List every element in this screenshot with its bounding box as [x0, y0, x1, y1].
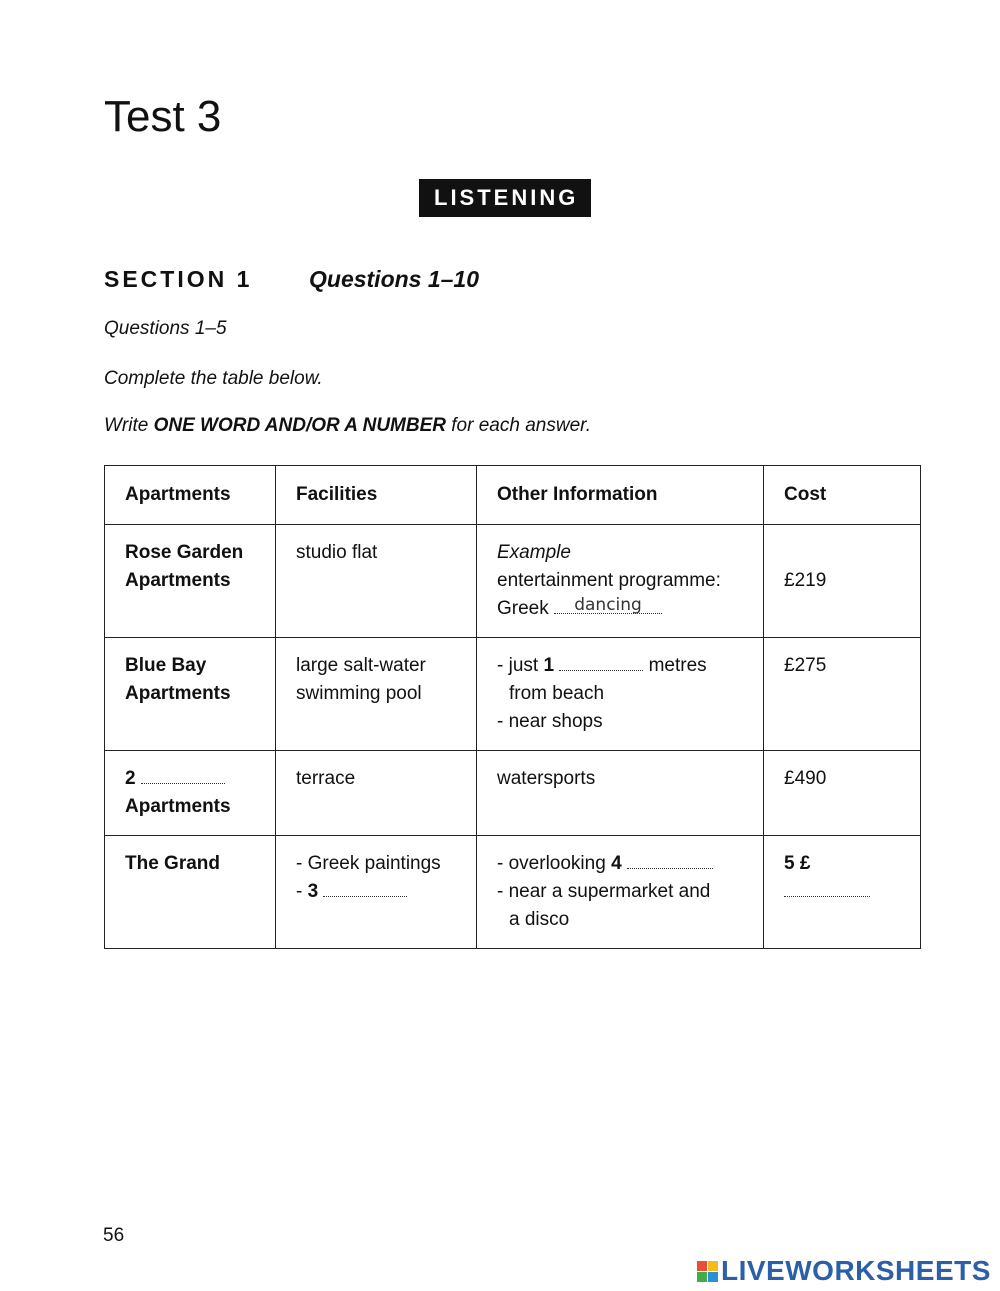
logo-square	[697, 1261, 707, 1271]
header-apartments: Apartments	[105, 466, 276, 525]
table-header-row	[105, 466, 921, 525]
section-questions: Questions 1–10	[309, 266, 480, 292]
info-cell: watersports	[477, 751, 764, 836]
instruction-complete-table: Complete the table below.	[104, 368, 323, 389]
page-title: Test 3	[104, 92, 222, 141]
example-label: Example	[497, 542, 571, 563]
apartment-cell: 2 Apartments	[105, 751, 276, 836]
section-label: SECTION 1	[104, 266, 253, 292]
page-number: 56	[103, 1225, 125, 1246]
header-other-information: Other Information	[477, 466, 764, 525]
logo-square	[708, 1272, 718, 1282]
facility-cell: - Greek paintings - 3	[276, 836, 477, 949]
header-cost: Cost	[764, 466, 921, 525]
answer-blank-1[interactable]	[559, 652, 643, 671]
question-number-3: 3	[307, 881, 319, 902]
apartments-table	[104, 465, 921, 949]
info-cell: Example entertainment programme: Greek dancing	[477, 525, 764, 638]
word-limit-emphasis: ONE WORD AND/OR A NUMBER	[153, 415, 446, 436]
liveworksheets-logo-icon	[697, 1261, 718, 1282]
info-cell: - overlooking 4 - near a supermarket and a disco	[477, 836, 764, 949]
table-row-the-grand	[105, 836, 921, 949]
facility-cell: large salt-water swimming pool	[276, 638, 477, 751]
example-answer-blank	[554, 595, 662, 614]
question-number-4: 4	[611, 853, 622, 874]
answer-blank-3[interactable]	[323, 878, 407, 897]
questions-subheading: Questions 1–5	[104, 318, 227, 339]
answer-blank-4[interactable]	[627, 850, 713, 869]
info-cell: - just 1 metres from beach - near shops	[477, 638, 764, 751]
cost-cell: £490	[764, 751, 921, 836]
question-number-1: 1	[543, 655, 555, 676]
liveworksheets-brand	[697, 1255, 991, 1287]
table-row-blue-bay	[105, 638, 921, 751]
table-row-question-2	[105, 751, 921, 836]
example-answer: dancing	[574, 595, 642, 615]
apartment-cell: The Grand	[105, 836, 276, 949]
instruction-word-limit: Write ONE WORD AND/OR A NUMBER for each answer.	[104, 415, 592, 436]
listening-banner: LISTENING	[419, 179, 591, 217]
answer-blank-5[interactable]	[784, 878, 870, 897]
logo-square	[697, 1272, 707, 1282]
apartment-cell: Blue Bay Apartments	[105, 638, 276, 751]
table-row-rose-garden	[105, 525, 921, 638]
cost-cell: £219	[764, 525, 921, 638]
answer-blank-2[interactable]	[141, 765, 225, 784]
facility-cell: studio flat	[276, 525, 477, 638]
brand-name: LIVEWORKSHEETS	[721, 1255, 991, 1286]
cost-cell: £275	[764, 638, 921, 751]
question-number-2: 2	[125, 768, 136, 789]
header-facilities: Facilities	[276, 466, 477, 525]
section-heading	[104, 266, 480, 293]
facility-cell: terrace	[276, 751, 477, 836]
apartment-cell: Rose Garden Apartments	[105, 525, 276, 638]
cost-cell: 5 £	[764, 836, 921, 949]
question-number-5: 5	[784, 853, 795, 874]
logo-square	[708, 1261, 718, 1271]
